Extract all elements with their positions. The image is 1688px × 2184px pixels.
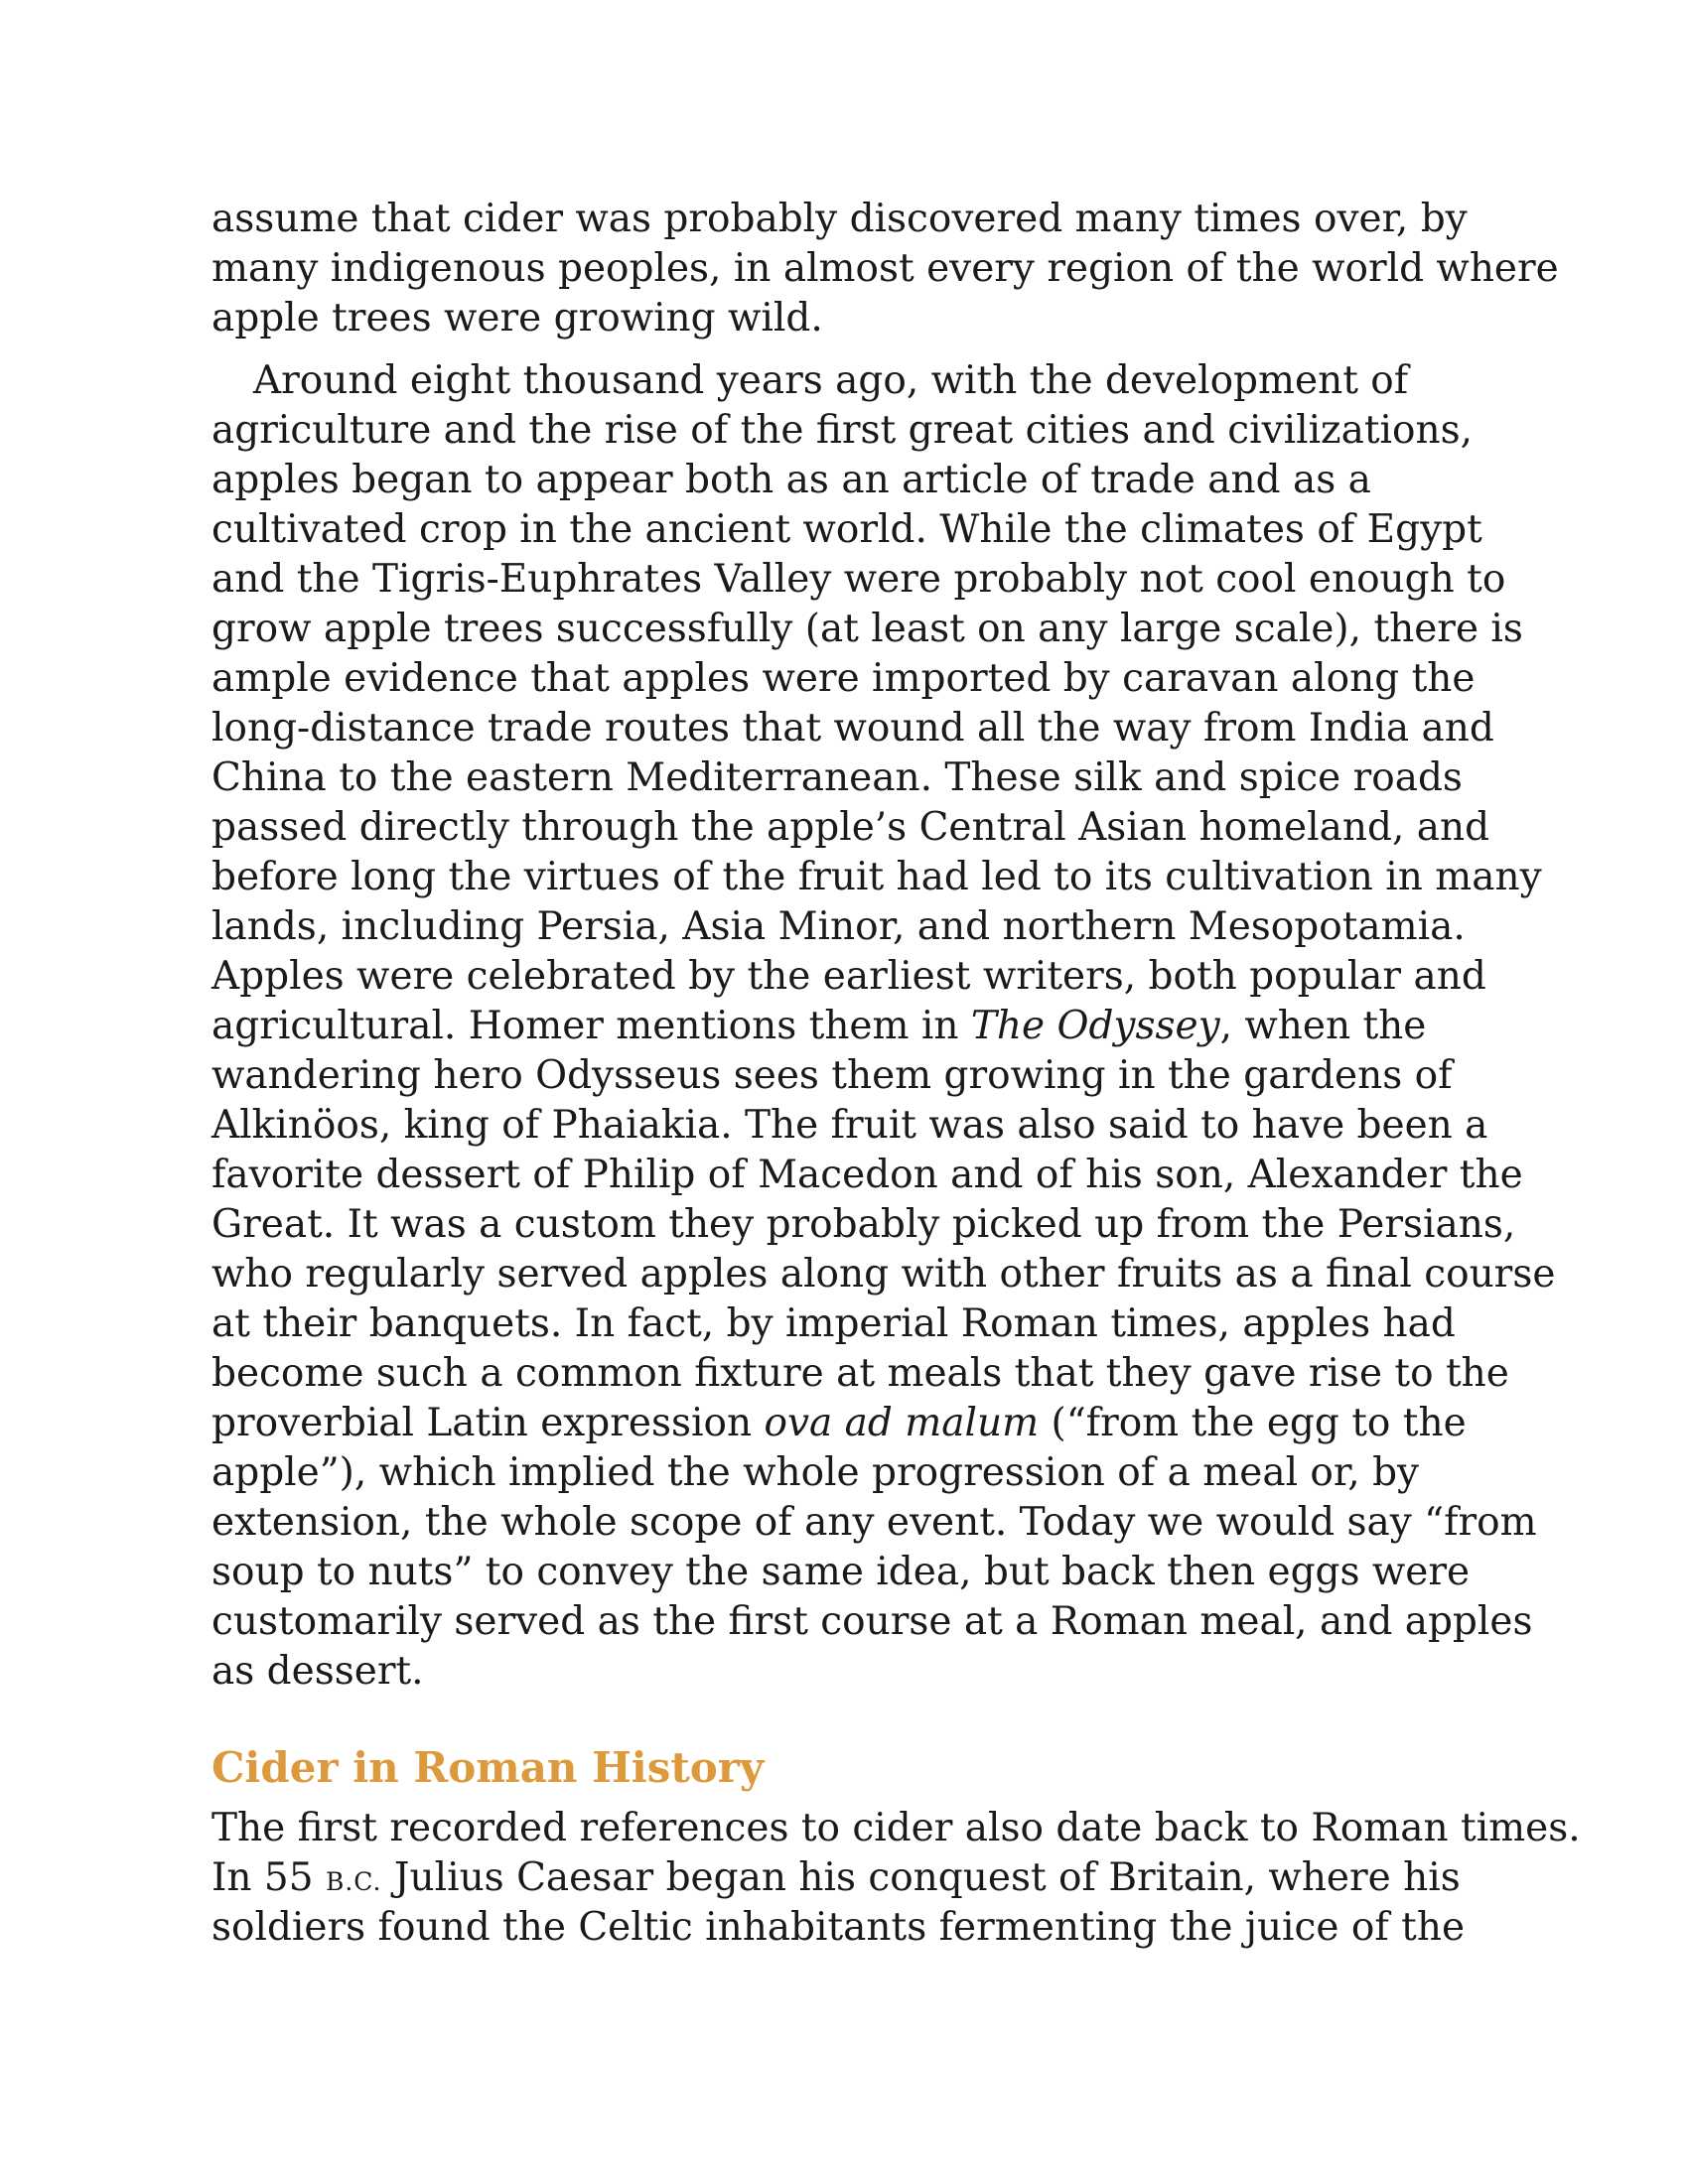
text-line-odyssey — [211, 1002, 1502, 1051]
text-line: apples began to appear both as an article of trade and as a — [211, 458, 1371, 502]
paragraph-1 — [211, 195, 1559, 343]
text-segment: (“from the egg to the — [1039, 1401, 1467, 1445]
page-body — [211, 195, 1581, 1953]
text-line: extension, the whole scope of any event. Today we would say “from — [211, 1500, 1537, 1545]
text-segment: agricultural. Homer mentions them in — [211, 1004, 971, 1048]
text-line: long-distance trade routes that wound all the way from India and — [211, 706, 1494, 751]
latin-phrase-italic: ova ad malum — [764, 1401, 1040, 1445]
text-line: become such a common fixture at meals that they gave rise to the — [211, 1351, 1509, 1396]
paragraph-3 — [211, 1804, 1581, 1953]
text-line: and the Tigris-Euphrates Valley were probably not cool enough to — [211, 557, 1506, 602]
text-line: cultivated crop in the ancient world. While the climates of Egypt — [211, 507, 1482, 552]
text-line: soup to nuts” to convey the same idea, but back then eggs were — [211, 1550, 1471, 1594]
book-title-italic: The Odyssey — [970, 1004, 1220, 1048]
text-segment: In 55 — [211, 1855, 326, 1900]
text-line-latin — [211, 1399, 1502, 1448]
text-line: who regularly served apples along with other fruits as a final course — [211, 1252, 1556, 1297]
text-line: before long the virtues of the fruit had led to its cultivation in many — [211, 855, 1542, 899]
text-line: Alkinöos, king of Phaiakia. The fruit was also said to have been a — [211, 1103, 1488, 1148]
text-line: Great. It was a custom they probably picked up from the Persians, — [211, 1202, 1516, 1247]
text-segment: proverbial Latin expression — [211, 1401, 765, 1445]
text-line: apple trees were growing wild. — [211, 296, 823, 341]
text-line: The first recorded references to cider also date back to Roman times. — [211, 1806, 1581, 1850]
text-segment: Julius Caesar began his conquest of Britain, where his — [381, 1855, 1461, 1900]
text-line: at their banquets. In fact, by imperial Roman times, apples had — [211, 1301, 1456, 1346]
text-line: Around eight thousand years ago, with the development of — [253, 358, 1409, 403]
text-line: ample evidence that apples were imported by caravan along the — [211, 656, 1476, 701]
text-line: lands, including Persia, Asia Minor, and northern Mesopotamia. — [211, 904, 1466, 949]
section-heading: Cider in Roman History — [211, 1743, 765, 1792]
text-line: favorite dessert of Philip of Macedon and of his son, Alexander the — [211, 1153, 1523, 1197]
text-line: wandering hero Odysseus sees them growing in the gardens of — [211, 1053, 1453, 1098]
text-line: soldiers found the Celtic inhabitants fermenting the juice of the — [211, 1905, 1466, 1950]
text-segment: , when the — [1219, 1004, 1427, 1048]
text-line: apple”), which implied the whole progression of a meal or, by — [211, 1450, 1420, 1495]
text-line: agriculture and the rise of the first great cities and civilizations, — [211, 408, 1474, 453]
era-abbreviation: B.C. — [325, 1867, 382, 1896]
text-line: grow apple trees successfully (at least on any large scale), there is — [211, 607, 1523, 651]
paragraph-2 — [211, 356, 1556, 1697]
text-line: many indigenous peoples, in almost every region of the world where — [211, 246, 1559, 291]
text-line-date — [211, 1853, 1502, 1903]
text-line: passed directly through the apple’s Central Asian homeland, and — [211, 805, 1490, 850]
text-line: assume that cider was probably discovered many times over, by — [211, 197, 1468, 241]
text-line: as dessert. — [211, 1649, 424, 1694]
text-line: China to the eastern Mediterranean. These silk and spice roads — [211, 755, 1463, 800]
text-line: Apples were celebrated by the earliest writers, both popular and — [211, 954, 1486, 999]
text-line: customarily served as the first course at a Roman meal, and apples — [211, 1599, 1533, 1644]
